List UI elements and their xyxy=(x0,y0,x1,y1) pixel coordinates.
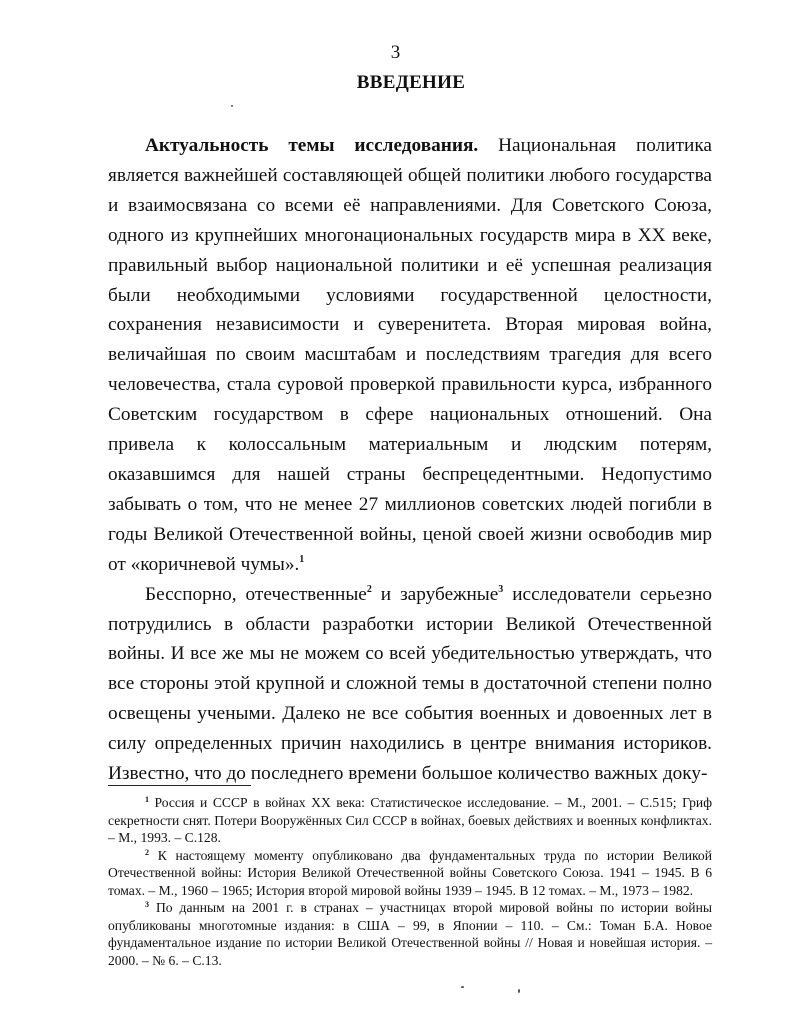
footnote-ref: 1 xyxy=(299,553,305,565)
paragraph xyxy=(108,131,712,580)
footnote-text: По данным на 2001 г. в странах – участницах второй мировой войны по истории войны опубликованы многотомные издания: в США – 99, в Японии – 110. – См.: Томан Б.А. Новое фундаментальное издание по истории Великой Отечественной войны // Новая и новейшая история. – 2000. – № 6. – С.13. xyxy=(108,900,712,968)
body-text xyxy=(108,131,712,789)
footnote-number: 1 xyxy=(145,795,149,804)
footnote xyxy=(108,794,712,847)
footnote-separator xyxy=(108,785,251,786)
paragraph-text: исследователи серьезно потрудились в области разработки истории Великой Отечественной войны. И все же мы не можем со всей убедительностью утверждать, что все стороны этой крупной и сложной темы в достаточной степени полно освещены учеными. Далеко не все события военных и довоенных лет в силу определенных причин находились в центре внимания историков. Известно, что до последнего времени большое количество важных доку- xyxy=(108,583,712,785)
footnote-number: 3 xyxy=(145,900,149,909)
page-number: 3 xyxy=(390,42,401,63)
footnote-ref: 3 xyxy=(498,583,504,595)
page-title: ВВЕДЕНИЕ xyxy=(356,72,466,93)
footnote-text: Россия и СССР в войнах XX века: Статистическое исследование. – М., 2001. – С.515; Гриф секретности снят. Потери Вооружённых Сил СССР в войнах, боевых действиях и военных конфликтах. – М., 1993. – С.128. xyxy=(108,795,712,845)
footnote-ref: 2 xyxy=(366,583,372,595)
footnote-text: К настоящему моменту опубликовано два фундаментальных труда по истории Великой Отечественной войны: История Великой Отечественной войны Советского Союза. 1941 – 1945. В 6 томах. – М., 1960 – 1965; История второй мировой войны 1939 – 1945. В 12 томах. – М., 1973 – 1982. xyxy=(108,847,712,898)
scan-speck xyxy=(231,105,233,107)
footnote xyxy=(108,899,712,969)
paragraph-text: Национальная политика является важнейшей составляющей общей политики любого государства и взаимосвязана со всеми её направлениями. Для Советского Союза, одного из крупнейших многонациональных государств мира в XX веке, правильный выбор национальной политики и её успешная реализация были необходимыми условиями государственной целостности, сохранения независимости и суверенитета. Вторая мировая война, величайшая по своим масштабам и последствиям трагедия для всего человечества, стала суровой проверкой правильности курса, избранного Советским государством в сфере национальных отношений. Она привела к колоссальным материальным и людским потерям, оказавшимся для нашей страны беспрецедентными. Недопустимо забывать о том, что не менее 27 миллионов советских людей погибли в годы Великой Отечественной войны, ценой своей жизни освободив мир от «коричневой чумы». xyxy=(108,135,712,575)
scan-speck xyxy=(518,989,520,993)
footnotes xyxy=(108,794,712,969)
paragraph-lead: Актуальность темы исследования. xyxy=(145,135,479,156)
paragraph-text: и зарубежные xyxy=(371,583,499,605)
scan-speck xyxy=(461,986,464,988)
footnote xyxy=(108,847,712,900)
paragraph-text: Бесспорно, отечественные xyxy=(145,583,367,605)
paragraph xyxy=(108,580,712,789)
footnote-number: 2 xyxy=(145,847,149,857)
